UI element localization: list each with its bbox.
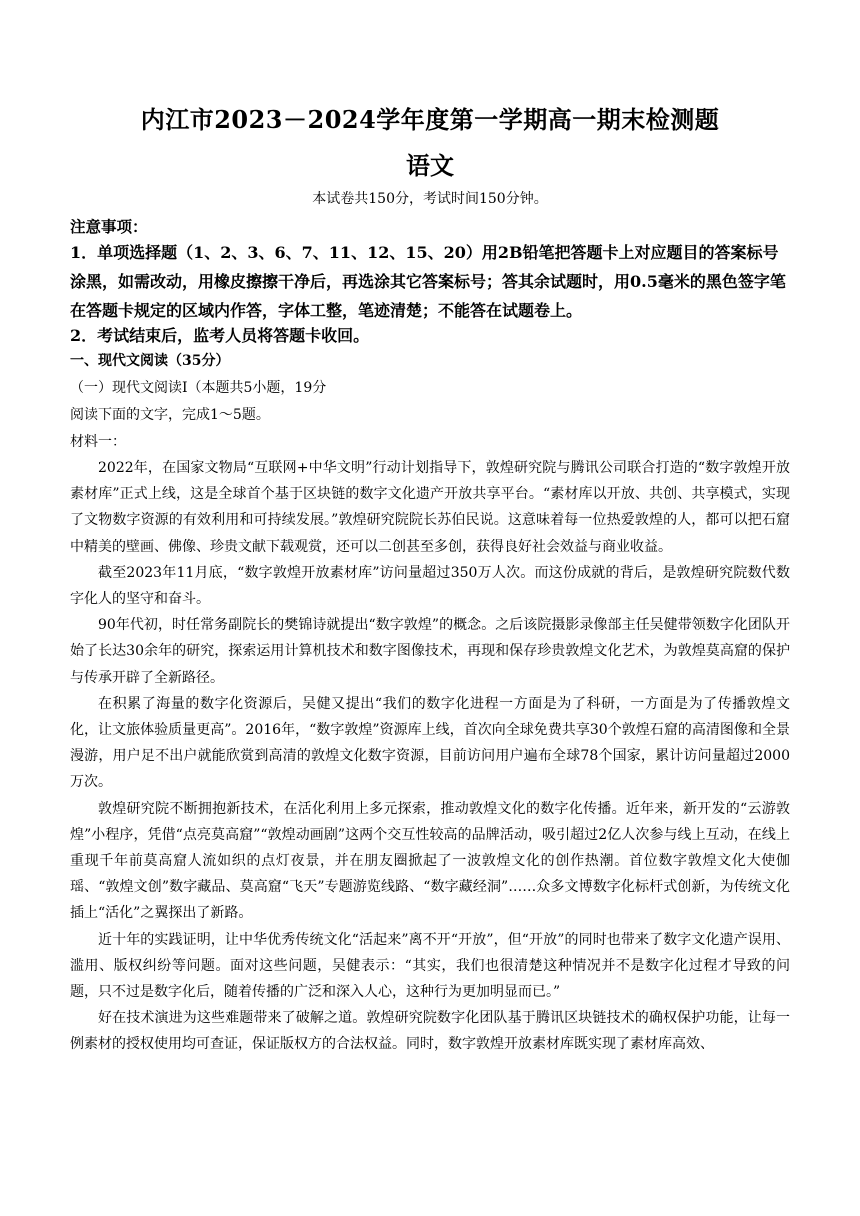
passage <box>70 455 790 1058</box>
notes-heading: 注意事项： <box>70 217 148 236</box>
note-item-1: 1．单项选择题（1、2、3、6、7、11、12、15、20）用2B铅笔把答题卡上对应题目的答案标号涂黑，如需改动，用橡皮擦擦干净后，再选涂其它答案标号；答其余试题时，用0.5毫米的黑色签字笔在答题卡规定的区域内作答，字体工整，笔迹清楚；不能答在试题卷上。 <box>70 243 786 320</box>
passage-paragraph: 敦煌研究院不断拥抱新技术，在活化利用上多元探索，推动敦煌文化的数字化传播。近年来，新开发的“云游敦煌”小程序，凭借“点亮莫高窟”“敦煌动画剧”这两个交互性较高的品牌活动，吸引超过2亿人次参与线上互动，在线上重现千年前莫高窟人流如织的点灯夜景，并在朋友圈掀起了一波敦煌文化的创作热潮。首位数字敦煌文化大使伽瑶、“敦煌文创”数字藏品、莫高窟“飞天”专题游览线路、“数字藏经洞”……众多文博数字化标杆式创新，为传统文化插上“活化”之翼探出了新路。 <box>70 800 790 922</box>
subject-title: 语文 <box>406 151 454 180</box>
passage-paragraph: 截至2023年11月底，“数字敦煌开放素材库”访问量超过350万人次。而这份成就的背后，是敦煌研究院数代数字化人的坚守和奋斗。 <box>70 564 790 608</box>
reading-instruction: 阅读下面的文字，完成1～5题。 <box>70 407 270 423</box>
passage-paragraph: 在积累了海量的数字化资源后，吴健又提出“我们的数字化进程一方面是为了科研，一方面是为了传播敦煌文化，让文旅体验质量更高”。2016年，“数字敦煌”资源库上线，首次向全球免费共享30个敦煌石窟的高清图像和全景漫游，用户足不出户就能欣赏到高清的敦煌文化数字资源，目前访问用户遍布全球78个国家，累计访问量超过2000万次。 <box>70 695 790 791</box>
passage-paragraph: 近十年的实践证明，让中华优秀传统文化“活起来”离不开“开放”，但“开放”的同时也带来了数字文化遗产误用、滥用、版权纠纷等问题。面对这些问题，吴健表示：“其实，我们也很清楚这种情况并不是数字化过程才导致的问题，只不过是数字化后，随着传播的广泛和深入人心，这种行为更加明显而已。” <box>70 931 790 1001</box>
material-label: 材料一： <box>70 434 126 450</box>
passage-paragraph: 90年代初，时任常务副院长的樊锦诗就提出“数字敦煌”的概念。之后该院摄影录像部主任吴健带领数字化团队开始了长达30余年的研究，探索运用计算机技术和数字图像技术，再现和保存珍贵敦煌文化艺术，为敦煌莫高窟的保护与传承开辟了全新路径。 <box>70 617 790 686</box>
section-heading: 一、现代文阅读（35分） <box>70 353 230 369</box>
subsection-heading: （一）现代文阅读Ⅰ（本题共5小题，19分 <box>70 380 327 396</box>
passage-paragraph: 2022年，在国家文物局“互联网+中华文明”行动计划指导下，敦煌研究院与腾讯公司联合打造的“数字敦煌开放素材库”正式上线，这是全球首个基于区块链的数字文化遗产开放共享平台。“素材库以开放、共创、共享模式，实现了文物数字资源的有效利用和可持续发展。”敦煌研究院院长苏伯民说。这意味着每一位热爱敦煌的人，都可以把石窟中精美的壁画、佛像、珍贵文献下载观赏，还可以二创甚至多创，获得良好社会效益与商业收益。 <box>70 460 790 555</box>
exam-title: 内江市2023－2024学年度第一学期高一期末检测题 <box>140 105 720 134</box>
exam-meta: 本试卷共150分，考试时间150分钟。 <box>312 191 548 207</box>
note-item-2: 2．考试结束后，监考人员将答题卡收回。 <box>70 326 370 345</box>
passage-paragraph: 好在技术演进为这些难题带来了破解之道。敦煌研究院数字化团队基于腾讯区块链技术的确权保护功能，让每一例素材的授权使用均可查证，保证版权方的合法权益。同时，数字敦煌开放素材库既实现了素材库高效、 <box>70 1010 790 1053</box>
